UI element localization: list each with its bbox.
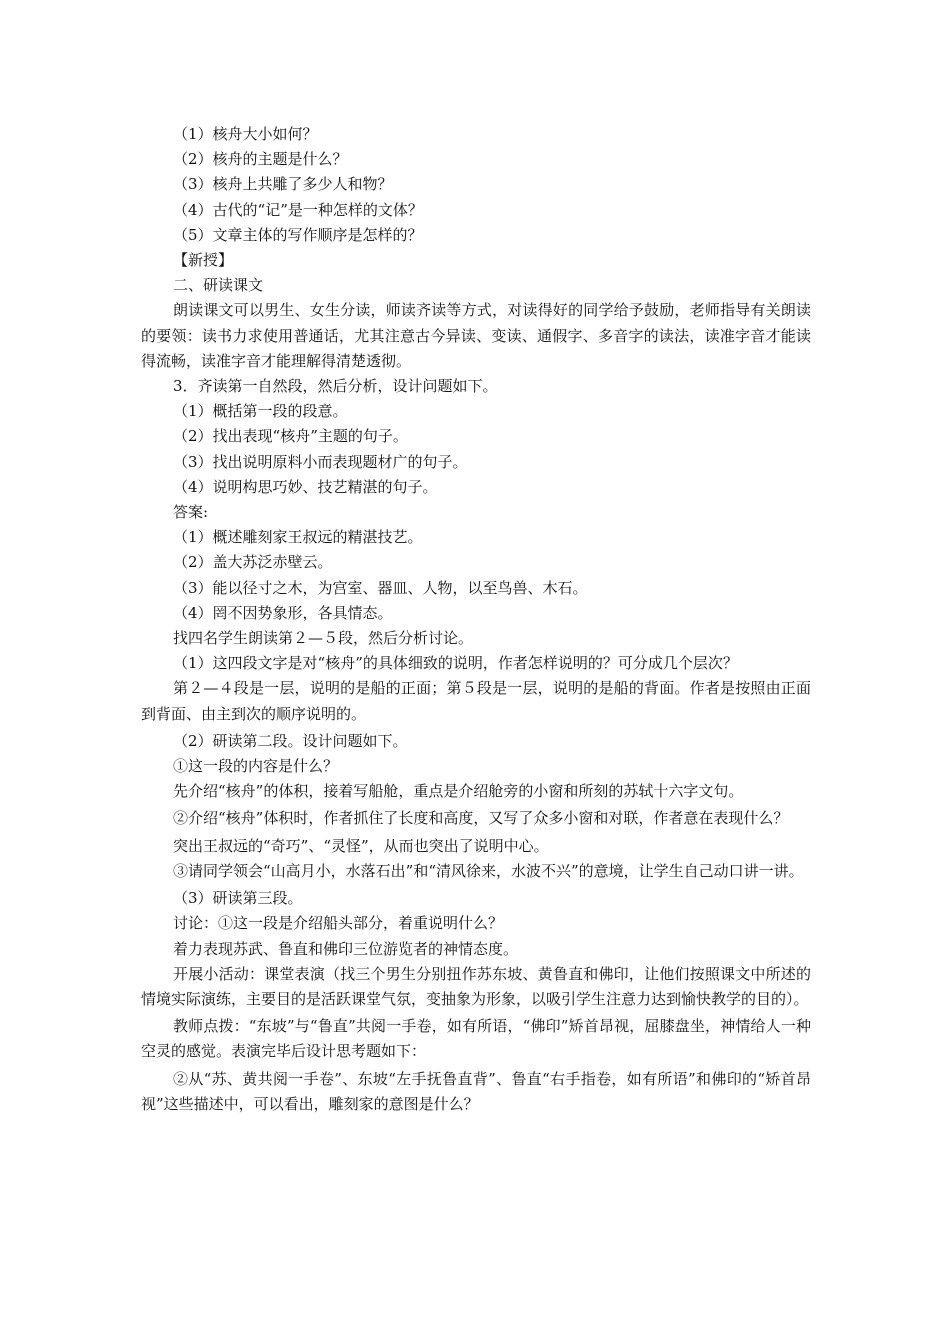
analysis-question-3: （3）找出说明原料小而表现题材广的句子。: [173, 452, 468, 471]
analysis-question-1: （1）概括第一段的段意。: [173, 402, 348, 421]
answer-4: （4）罔不因势象形，各具情态。: [173, 603, 393, 622]
answer-3: （3）能以径寸之木，为宫室、器皿、人物，以至鸟兽、木石。: [173, 578, 588, 597]
second-paragraph-question-1: ①这一段的内容是什么？: [173, 757, 339, 776]
answer-2: （2）盖大苏泛赤壁云。: [173, 553, 333, 572]
discussion-question-1: （1）这四段文字是对“核舟”的具体细致的说明，作者怎样说明的？可分成几个层次？: [173, 654, 738, 673]
teacher-guidance-paragraph: 教师点拨：“东坡”与“鲁直”共阅一手卷，如有所语，“佛印”矫首昂视，屈膝盘坐，神情给人一种空灵的感觉。表演完毕后设计思考题如下：: [141, 1017, 811, 1061]
analysis-question-2: （2）找出表现“核舟”主题的句子。: [173, 427, 408, 446]
reading-guidance-paragraph: 朗读课文可以男生、女生分读，师读齐读等方式，对读得好的同学给予鼓励，老师指导有关朗读的要领：读书力求使用普通话，尤其注意古今异读、变读、通假字、多音字的读法，读准字音才能读得流畅，读准字音才能理解得清楚透彻。: [141, 301, 811, 370]
section-heading-study-text: 二、研读课文: [173, 276, 264, 295]
question-2: （2）核舟的主题是什么？: [173, 150, 348, 169]
second-paragraph-answer-1: 先介绍“核舟”的体积，接着写船舱，重点是介绍舱旁的小窗和所刻的苏轼十六字文句。: [173, 782, 744, 801]
question-5: （5）文章主体的写作顺序是怎样的？: [173, 225, 423, 244]
question-4: （4）古代的“记”是一种怎样的文体？: [173, 200, 423, 219]
discussion-answer-1: 第２—４段是一层，说明的是船的正面；第５段是一层，说明的是船的背面。作者是按照由正面到背面、由主到次的顺序说明的。: [141, 679, 811, 723]
third-paragraph-answer: 着力表现苏武、鲁直和佛印三位游览者的神情态度。: [173, 939, 519, 958]
answer-1: （1）概述雕刻家王叔远的精湛技艺。: [173, 528, 423, 547]
third-paragraph-discussion: 讨论：①这一段是介绍船头部分，着重说明什么？: [173, 914, 504, 933]
analysis-question-4: （4）说明构思巧妙、技艺精湛的句子。: [173, 477, 438, 496]
question-3: （3）核舟上共雕了多少人和物？: [173, 175, 393, 194]
third-paragraph-question-2: ②从“苏、黄共阅一手卷”、东坡“左手抚鲁直背”、鲁直“右手指卷，如有所语”和佛印的“矫首昂视”这些描述中，可以看出，雕刻家的意图是什么？: [141, 1069, 811, 1113]
group-reading-instruction: 找四名学生朗读第２—５段，然后分析讨论。: [173, 629, 474, 648]
study-second-paragraph: （2）研读第二段。设计问题如下。: [173, 731, 408, 750]
second-paragraph-answer-2: 突出王叔远的“奇巧”、“灵怪”，从而也突出了说明中心。: [173, 836, 549, 855]
study-third-paragraph: （3）研读第三段。: [173, 889, 303, 908]
question-1: （1）核舟大小如何？: [173, 125, 318, 143]
second-paragraph-question-3: ③请同学领会“山高月小，水落石出”和“清风徐来，水波不兴”的意境，让学生自己动口讲一讲。: [173, 861, 804, 880]
document-body: [141, 122, 811, 1117]
section-heading-new-lesson: 【新授】: [173, 251, 234, 270]
answer-label: 答案:: [173, 503, 209, 522]
paragraph-one-analysis-intro: 3．齐读第一自然段，然后分析，设计问题如下。: [173, 377, 498, 396]
class-activity-paragraph: 开展小活动：课堂表演（找三个男生分别扭作苏东坡、黄鲁直和佛印，让他们按照课文中所述的情境实际演练，主要目的是活跃课堂气氛，变抽象为形象，以吸引学生注意力达到愉快教学的目的）。: [141, 964, 811, 1008]
second-paragraph-question-2: ②介绍“核舟”体积时，作者抓住了长度和高度，又写了众多小窗和对联，作者意在表现什么？: [173, 809, 789, 828]
